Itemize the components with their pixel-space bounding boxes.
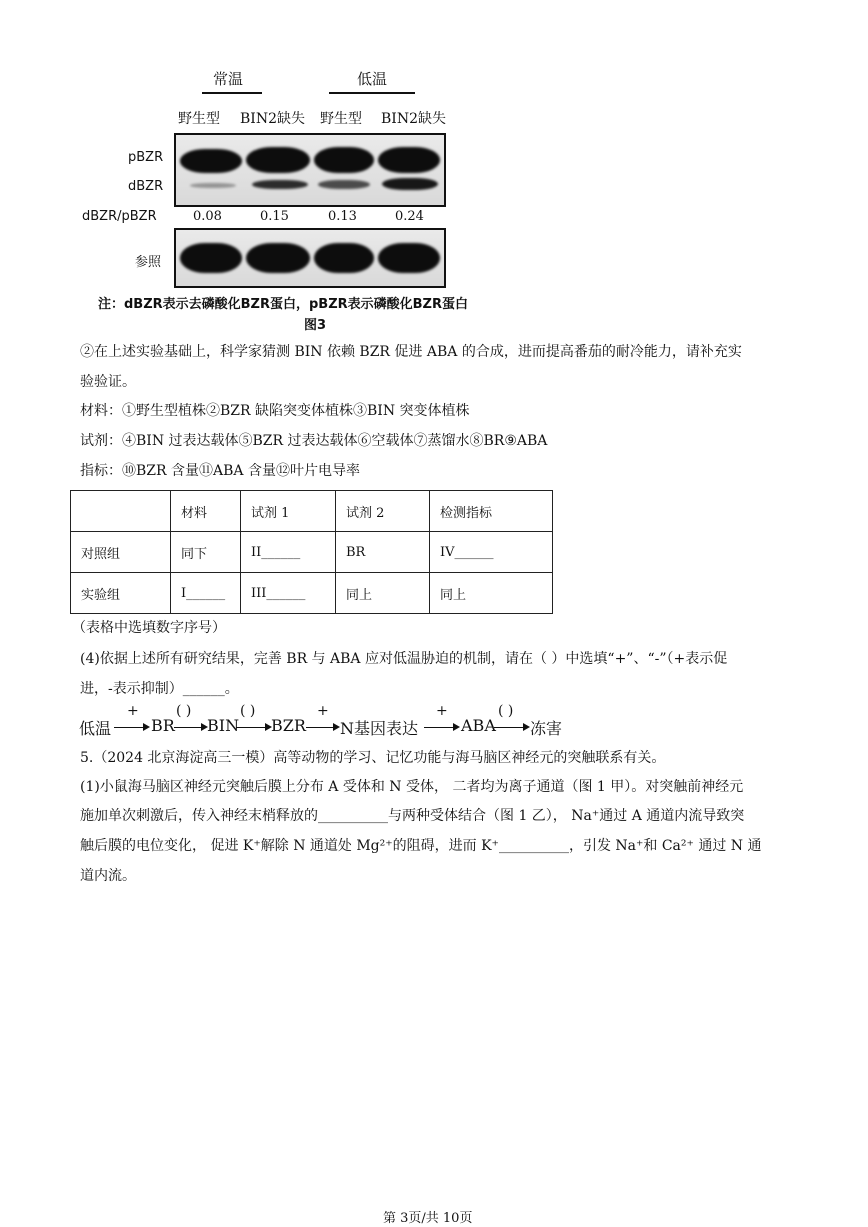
experiment-table (70, 490, 553, 614)
flow-arrow-3 (236, 727, 270, 728)
band-pbzr-4 (378, 147, 440, 173)
ratio-value-1: 0.08 (193, 209, 222, 224)
q5-line-4: 道内流。 (80, 868, 136, 884)
genotype-label-1: 野生型 (178, 111, 220, 127)
condition-label-cold: 低温 (357, 70, 388, 88)
q5-line-1: (1)小鼠海马脑区神经元突触后膜上分布 A 受体和 N 受体， 二者均为离子通道（图 1 甲）。对突触前神经元 (80, 779, 744, 795)
flow-arrow-4 (306, 727, 338, 728)
flow-symbol-1: + (127, 703, 139, 719)
row-label-dbzr: dBZR (128, 179, 164, 194)
flow-node-br: BR (151, 716, 175, 735)
band-dbzr-1 (190, 183, 236, 188)
table-cell: 同上 (336, 573, 430, 614)
q2-materials: 材料：①野生型植株②BZR 缺陷突变体植株③BIN 突变体植株 (80, 403, 470, 419)
flow-arrow-6 (494, 727, 528, 728)
q5-line-2: 施加单次刺激后，传入神经末梢释放的__________与两种受体结合（图 1 乙）， Na⁺通过 A 通道内流导致突 (80, 808, 745, 824)
flow-node-n-gene: N基因表达 (340, 719, 419, 738)
q5-header: 5.（2024 北京海淀高三一模）高等动物的学习、记忆功能与海马脑区神经元的突触联系有关。 (80, 750, 666, 766)
table-cell-blank[interactable]: I______ (171, 573, 241, 614)
flow-symbol-3[interactable]: ( ) (240, 703, 256, 719)
flow-arrow-2 (174, 727, 206, 728)
flow-symbol-2[interactable]: ( ) (176, 703, 192, 719)
flow-symbol-4: + (317, 703, 329, 719)
band-dbzr-4 (382, 178, 438, 190)
genotype-label-2: BIN2缺失 (240, 111, 305, 127)
flow-node-cold: 低温 (79, 719, 112, 738)
flow-arrow-1 (114, 727, 148, 728)
flow-node-aba: ABA (461, 716, 496, 735)
band-pbzr-1 (180, 149, 242, 173)
band-ref-4 (378, 243, 440, 273)
ratio-value-2: 0.15 (260, 209, 289, 224)
flow-symbol-6[interactable]: ( ) (498, 703, 514, 719)
table-cell: BR (336, 532, 430, 573)
table-cell-blank[interactable]: III______ (241, 573, 336, 614)
q4-line-2: 进，-表示抑制）______。 (80, 681, 239, 697)
band-dbzr-2 (252, 180, 308, 189)
table-cell: 实验组 (71, 573, 171, 614)
table-header-row (71, 491, 553, 532)
q2-line-2: 验验证。 (80, 374, 136, 390)
table-header-cell: 材料 (171, 491, 241, 532)
table-cell-blank[interactable]: IV______ (430, 532, 553, 573)
band-pbzr-3 (314, 147, 374, 173)
figure-note: 注：dBZR表示去磷酸化BZR蛋白，pBZR表示磷酸化BZR蛋白 (98, 297, 468, 312)
q2-indicators: 指标：⑩BZR 含量⑪ABA 含量⑫叶片电导率 (80, 463, 360, 479)
band-dbzr-3 (318, 180, 370, 189)
q2-reagents: 试剂：④BIN 过表达载体⑤BZR 过表达载体⑥空载体⑦蒸馏水⑧BR⑨ABA (80, 433, 548, 449)
table-cell: 对照组 (71, 532, 171, 573)
q4-line-1: (4)依据上述所有研究结果，完善 BR 与 ABA 应对低温胁迫的机制，请在（ ）中选填“+”、“-”（+表示促 (80, 651, 728, 667)
band-pbzr-2 (246, 147, 310, 173)
western-blot-reference (174, 228, 446, 288)
flow-arrow-5 (424, 727, 458, 728)
band-ref-1 (180, 243, 242, 273)
condition-label-normal: 常温 (213, 70, 244, 88)
ratio-value-4: 0.24 (395, 209, 424, 224)
row-label-pbzr: pBZR (128, 150, 164, 165)
western-blot-bzr (174, 133, 446, 207)
page-number: 第 3页/共 10页 (383, 1211, 473, 1226)
flow-symbol-5: + (436, 703, 448, 719)
genotype-label-4: BIN2缺失 (381, 111, 446, 127)
table-header-cell: 试剂 2 (336, 491, 430, 532)
band-ref-3 (314, 243, 374, 273)
flow-node-frost: 冻害 (530, 719, 563, 738)
table-row (71, 532, 553, 573)
flow-node-bin: BIN (207, 716, 240, 735)
flow-node-bzr: BZR (271, 716, 306, 735)
table-note: （表格中选填数字序号） (72, 620, 226, 636)
table-cell-blank[interactable]: II______ (241, 532, 336, 573)
genotype-label-3: 野生型 (320, 111, 362, 127)
table-cell: 同上 (430, 573, 553, 614)
table-header-cell: 试剂 1 (241, 491, 336, 532)
table-header-cell (71, 491, 171, 532)
condition-underline-normal (202, 92, 262, 94)
table-row (71, 573, 553, 614)
table-cell: 同下 (171, 532, 241, 573)
ratio-value-3: 0.13 (328, 209, 357, 224)
q5-line-3: 触后膜的电位变化， 促进 K⁺解除 N 通道处 Mg²⁺的阻碍，进而 K⁺__________，引发 Na⁺和 Ca²⁺ 通过 N 通 (80, 838, 762, 854)
figure-caption: 图3 (304, 318, 327, 333)
table-header-cell: 检测指标 (430, 491, 553, 532)
row-label-reference: 参照 (135, 255, 162, 270)
condition-underline-cold (329, 92, 415, 94)
q2-line-1: ②在上述实验基础上，科学家猜测 BIN 依赖 BZR 促进 ABA 的合成，进而提高番茄的耐冷能力，请补充实 (80, 344, 742, 360)
row-label-ratio: dBZR/pBZR (82, 209, 157, 224)
band-ref-2 (246, 243, 310, 273)
